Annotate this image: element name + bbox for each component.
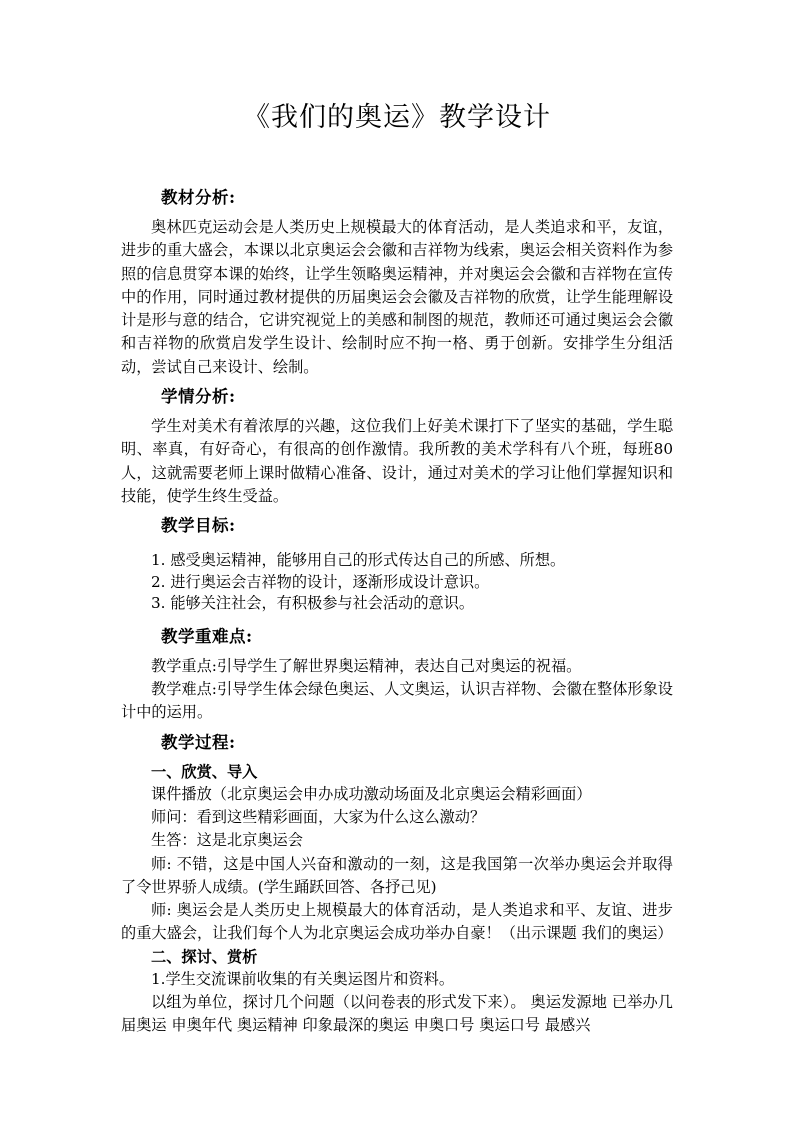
- student-analysis-paragraph: 学生对美术有着浓厚的兴趣，这位我们上好美术课打下了坚实的基础，学生聪明、率真，有好奇心，有很高的创作激情。我所教的美术学科有八个班，每班80人，这就需要老师上课时做精心准备、设计，通过对美术的学习让他们掌握知识和技能，使学生终生受益。: [121, 417, 673, 505]
- objectives-list: [121, 550, 673, 615]
- process-part2-line: 以组为单位，探讨几个问题（以问卷表的形式发下来）。 奥运发源地 已举办几届奥运 申奥年代 奥运精神 印象最深的奥运 申奥口号 奥运口号 最感兴: [121, 993, 673, 1035]
- document-title: 《我们的奥运》教学设计: [243, 102, 551, 133]
- section-heading-process: 教学过程:: [161, 732, 236, 752]
- section-heading-key-points: 教学重难点:: [161, 626, 253, 646]
- objective-item: 1. 感受奥运精神，能够用自己的形式传达自己的所感、所想。: [151, 551, 566, 570]
- section-heading-student-analysis: 学情分析:: [161, 387, 236, 407]
- process-part1-line: 师问：看到这些精彩画面，大家为什么这么激动？: [151, 807, 486, 826]
- process-part1-line: 课件播放（北京奥运会申办成功激动场面及北京奥运会精彩画面）: [151, 784, 592, 803]
- section-heading-objectives: 教学目标:: [161, 516, 236, 536]
- objective-item: 3. 能够关注社会，有积极参与社会活动的意识。: [151, 594, 475, 613]
- document-body: [121, 180, 673, 1038]
- key-point-focus: 教学重点:引导学生了解世界奥运精神，表达自己对奥运的祝福。: [151, 656, 582, 675]
- key-point-difficulty: 教学难点:引导学生体会绿色奥运、人文奥运，认识吉祥物、会徽在整体形象设计中的运用。: [121, 680, 673, 722]
- process-part1-line: 师: 奥运会是人类历史上规模最大的体育活动，是人类追求和平、友谊、进步的重大盛会，让我们每个人为北京奥运会成功举办自豪！（出示课题 我们的奥运）: [121, 901, 673, 943]
- process-part2-line: 1.学生交流课前收集的有关奥运图片和资料。: [151, 969, 455, 988]
- objective-item: 2. 进行奥运会吉祥物的设计，逐渐形成设计意识。: [151, 572, 490, 591]
- section-heading-material-analysis: 教材分析:: [161, 188, 236, 207]
- process-part1-line: 师: 不错，这是中国人兴奋和激动的一刻，这是我国第一次举办奥运会并取得了令世界骄人成绩。(学生踊跃回答、各抒己见): [121, 854, 673, 896]
- process-part2-title: 二、探讨、赏析: [151, 947, 258, 966]
- material-analysis-paragraph: 奥林匹克运动会是人类历史上规模最大的体育活动，是人类追求和平，友谊，进步的重大盛会，本课以北京奥运会会徽和吉祥物为线索，奥运会相关资料作为参照的信息贯穿本课的始终，让学生领略奥运精神，并对奥运会会徽和吉祥物在宣传中的作用，同时通过教材提供的历届奥运会会徽及吉祥物的欣赏，让学生能理解设计是形与意的结合，它讲究视觉上的美感和制图的规范，教师还可通过奥运会会徽和吉祥物的欣赏启发学生设计、绘制时应不拘一格、勇于创新。安排学生分组活动，尝试自己来设计、绘制。: [121, 218, 673, 376]
- process-part1-line: 生答：这是北京奥运会: [151, 831, 303, 850]
- process-part1-title: 一、欣赏、导入: [151, 762, 258, 781]
